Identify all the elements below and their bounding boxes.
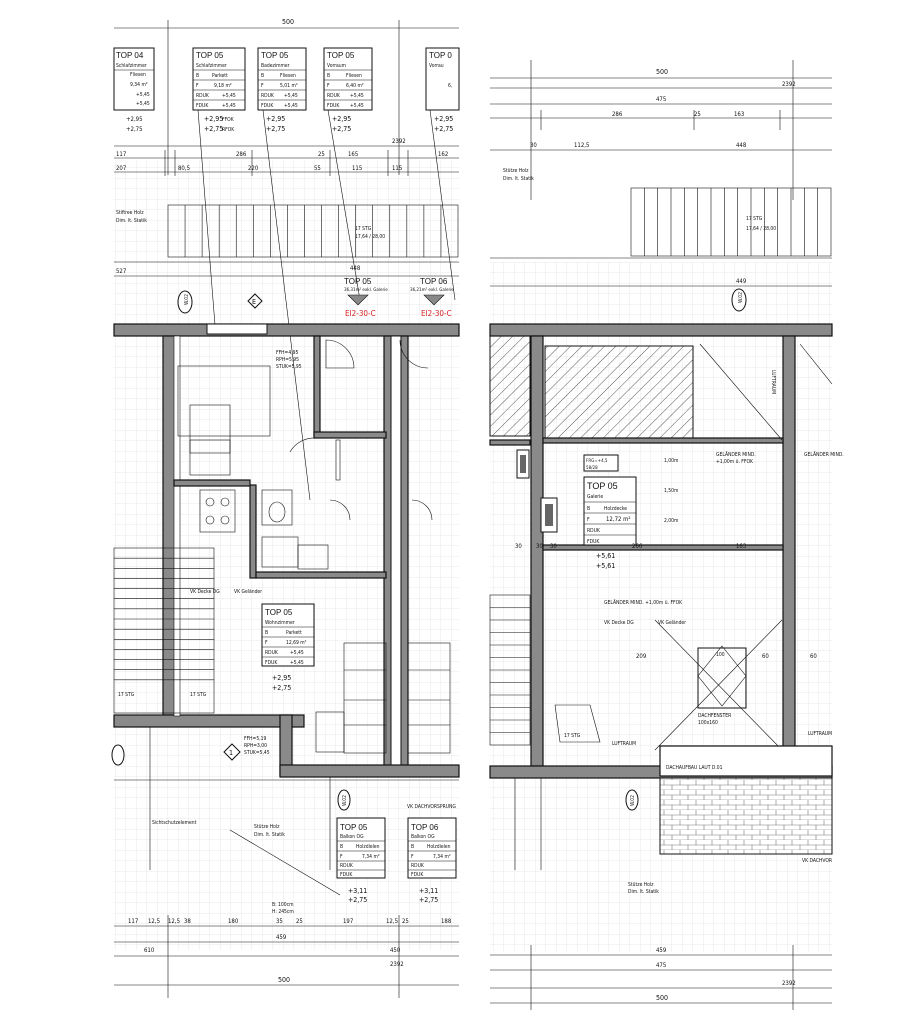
svg-text:527: 527 <box>116 268 127 275</box>
svg-text:+5,45: +5,45 <box>290 650 304 656</box>
svg-text:+2,75: +2,75 <box>348 896 368 904</box>
r-gelaender1b: +1,00m ü. FFOK <box>716 459 753 465</box>
svg-text:Holzdielen: Holzdielen <box>427 844 451 850</box>
right-plan <box>490 60 844 1010</box>
r-dim-163: 163 <box>734 111 745 118</box>
svg-text:W.02: W.02 <box>342 794 348 806</box>
svg-text:58/28: 58/28 <box>586 466 598 471</box>
dim-top-2: 286 <box>236 151 247 158</box>
height-stuk: STUK=5,95 <box>276 364 302 370</box>
r-note-statik: Dim. lt. Statik <box>628 889 659 895</box>
svg-text:12,72 m²: 12,72 m² <box>606 516 631 523</box>
svg-text:Vorrau: Vorrau <box>429 63 444 69</box>
r-dim-bottom-475: 475 <box>656 962 667 969</box>
dim-bottom-9: 12,5 <box>386 918 399 925</box>
note-vk-dachvorsprung: VK DACHVORSPRUNG <box>407 804 456 810</box>
dim-bottom-450: 450 <box>390 947 401 954</box>
svg-text:Holzdecke: Holzdecke <box>604 506 628 512</box>
svg-text:+5,45: +5,45 <box>222 103 236 109</box>
dim-top-4: 165 <box>348 151 359 158</box>
svg-text:FDUK: FDUK <box>196 103 209 109</box>
svg-text:+2,95: +2,95 <box>332 115 352 123</box>
svg-text:Schlafzimmer: Schlafzimmer <box>196 63 227 69</box>
svg-text:7,34 m²: 7,34 m² <box>433 854 451 860</box>
svg-text:Holzdielen: Holzdielen <box>356 844 380 850</box>
r-gelaender2: GELÄNDER MIND. +1,00m ü. FFOK <box>604 600 683 606</box>
svg-text:Badezimmer: Badezimmer <box>261 63 290 69</box>
svg-text:RDUK: RDUK <box>265 650 278 656</box>
svg-text:+2,95: +2,95 <box>272 674 292 682</box>
r-note-vk-dachvor: VK DACHVOR <box>802 858 832 864</box>
r-dim-448: 448 <box>736 142 747 149</box>
dim-top-5: 162 <box>438 151 449 158</box>
svg-text:448: 448 <box>350 265 361 272</box>
svg-text:FDUK: FDUK <box>327 103 340 109</box>
svg-text:+2,75: +2,75 <box>434 125 454 133</box>
room-stamp-top0-partial <box>426 48 459 133</box>
svg-text:Fliesen: Fliesen <box>130 72 146 78</box>
svg-text:+3,11: +3,11 <box>348 887 368 895</box>
svg-text:FDUK: FDUK <box>411 872 424 878</box>
r-dim-30: 30 <box>530 142 537 149</box>
note-sichtschutz: Sichtschutzelement <box>152 820 197 826</box>
svg-text:+5,45: +5,45 <box>350 93 364 99</box>
svg-text:100: 100 <box>716 652 725 658</box>
svg-text:+2,95: +2,95 <box>204 115 224 123</box>
svg-text:RDUK: RDUK <box>340 863 353 869</box>
svg-text:W.02: W.02 <box>630 794 636 806</box>
svg-text:Vorraum: Vorraum <box>327 63 347 69</box>
svg-text:+2,75: +2,75 <box>204 125 224 133</box>
svg-text:TOP 06: TOP 06 <box>420 277 448 286</box>
r-note-stuetze: Stütze Holz <box>628 882 654 888</box>
svg-text:+3,11: +3,11 <box>419 887 439 895</box>
r-gelaender1: GELÄNDER MIND. <box>716 452 756 458</box>
roof-brick-pattern <box>660 778 832 854</box>
svg-text:FFOK: FFOK <box>222 117 234 123</box>
svg-text:+2,75: +2,75 <box>272 684 292 692</box>
note-vk-gelaender: VK Geländer <box>234 589 263 595</box>
dim-top-3: 25 <box>318 151 325 158</box>
room-stamp-schlafzimmer <box>193 48 245 133</box>
svg-text:+5,45: +5,45 <box>350 103 364 109</box>
dim-top-6: 207 <box>116 165 127 172</box>
dim-sub-top: 2392 <box>392 138 406 145</box>
dim-bottom-1: 117 <box>128 918 139 925</box>
svg-text:F: F <box>587 517 590 523</box>
svg-text:RFOK: RFOK <box>222 127 235 133</box>
svg-text:TOP 05: TOP 05 <box>196 51 224 60</box>
svg-text:6,40 m²: 6,40 m² <box>346 83 364 89</box>
r-dim-209: 209 <box>636 653 647 660</box>
note-stuetze-holz: Stütze Holz <box>254 824 280 830</box>
svg-text:FDUK: FDUK <box>261 103 274 109</box>
dim-top-11: 115 <box>392 165 403 172</box>
dim-bottom-4: 38 <box>184 918 191 925</box>
r-note-vk-decke: VK Decke DG <box>604 620 634 626</box>
svg-text:B: B <box>587 506 591 512</box>
svg-text:F: F <box>265 640 268 646</box>
r-dim-in-3: 30 <box>550 543 557 550</box>
r-wall-tag-w02 <box>732 289 746 311</box>
dim-overall-top: 500 <box>282 18 295 26</box>
r-dim-in-266: 266 <box>632 543 643 550</box>
room-stamp-badezimmer <box>258 48 306 133</box>
svg-text:+5,61: +5,61 <box>596 562 616 570</box>
note-window-h: H: 245cm <box>272 909 294 915</box>
dim-bottom-8: 197 <box>343 918 354 925</box>
r-dim-286: 286 <box>612 111 623 118</box>
svg-text:E: E <box>252 298 256 306</box>
svg-text:17,64 / 28,00: 17,64 / 28,00 <box>746 226 777 232</box>
svg-text:TOP 05: TOP 05 <box>344 277 372 286</box>
svg-text:RDUK: RDUK <box>587 528 600 534</box>
r-dim-in-163: 163 <box>736 543 747 550</box>
svg-text:TOP 05: TOP 05 <box>265 608 293 617</box>
svg-text:36,21m² exkl. Galerie: 36,21m² exkl. Galerie <box>410 288 454 293</box>
svg-text:TOP 05: TOP 05 <box>340 823 368 832</box>
r-dim-bottom-459: 459 <box>656 947 667 954</box>
r-note-dachaufbau: DACHAUFBAU LAUT D.01 <box>666 765 723 771</box>
note-vk-decke-dg: VK Decke DG <box>190 589 220 595</box>
svg-text:17 STG: 17 STG <box>746 216 763 222</box>
dim-bottom-10: 25 <box>402 918 409 925</box>
r-note-luftraum-2: LUFTRAUM <box>612 741 636 747</box>
svg-text:Fliesen: Fliesen <box>346 73 362 79</box>
r-dim-in-2: 30 <box>536 543 543 550</box>
svg-text:B: B <box>261 73 265 79</box>
r-dim-25: 25 <box>694 111 701 118</box>
r-dim-sub-top: 2392 <box>782 81 796 88</box>
svg-text:F: F <box>327 83 330 89</box>
svg-text:Stiftree Holz: Stiftree Holz <box>116 210 144 216</box>
svg-text:+2,95: +2,95 <box>266 115 286 123</box>
r-statik: Dim. lt. Statik <box>503 176 534 182</box>
dim-bottom-610: 610 <box>144 947 155 954</box>
svg-text:+2,75: +2,75 <box>266 125 286 133</box>
note-stuk: STUK=5,45 <box>244 750 270 756</box>
room-stamp-top04 <box>114 48 154 133</box>
svg-text:Schlafzimmer: Schlafzimmer <box>116 63 147 69</box>
r-dim-bottom-overall: 500 <box>656 994 669 1002</box>
note-rph: RPH=3,00 <box>244 743 268 749</box>
dim-bottom-sub: 2392 <box>390 961 404 968</box>
svg-text:B: B <box>411 844 415 850</box>
svg-text:TOP 0: TOP 0 <box>429 51 452 60</box>
svg-text:+2,75: +2,75 <box>332 125 352 133</box>
svg-text:Wohnzimmer: Wohnzimmer <box>265 620 295 626</box>
dim-bottom-11: 188 <box>441 918 452 925</box>
svg-text:17 STG: 17 STG <box>564 733 581 739</box>
svg-text:36,31m² exkl. Galerie: 36,31m² exkl. Galerie <box>344 288 388 293</box>
dim-bottom-2: 12,5 <box>148 918 161 925</box>
svg-text:Fliesen: Fliesen <box>280 73 296 79</box>
svg-text:EI2-30-C: EI2-30-C <box>345 309 376 318</box>
svg-text:FDUK: FDUK <box>587 539 600 545</box>
svg-text:+5,45: +5,45 <box>284 93 298 99</box>
svg-text:+5,45: +5,45 <box>136 92 150 98</box>
note-window-b: B: 100cm <box>272 902 294 908</box>
svg-text:100x160: 100x160 <box>698 720 718 726</box>
room-stamp-vorraum <box>324 48 372 133</box>
dim-bottom-7: 25 <box>296 918 303 925</box>
svg-text:+5,61: +5,61 <box>596 552 616 560</box>
svg-text:7,34 m²: 7,34 m² <box>362 854 380 860</box>
svg-text:TOP 06: TOP 06 <box>411 823 439 832</box>
svg-text:RDUK: RDUK <box>327 93 340 99</box>
svg-text:17 STG: 17 STG <box>118 692 135 698</box>
svg-text:DACHFENSTER: DACHFENSTER <box>698 713 732 719</box>
r-note-luftraum-3: LUFTRAUM <box>808 731 832 737</box>
dim-bottom-5: 180 <box>228 918 239 925</box>
dim-bottom-3: 12,5 <box>168 918 181 925</box>
svg-text:5,01 m²: 5,01 m² <box>280 83 298 89</box>
svg-text:12,69 m²: 12,69 m² <box>286 640 307 646</box>
r-wall-tag-w02-lower <box>626 790 638 810</box>
wall-tag-w02 <box>178 291 192 313</box>
dim-bottom-6: 35 <box>276 918 283 925</box>
r-dim-15m: 1,50m <box>664 488 679 494</box>
svg-text:F: F <box>411 854 414 860</box>
height-ffh: FFH=4,95 <box>276 350 299 356</box>
svg-text:Parkett: Parkett <box>286 630 302 636</box>
r-dim-2m: 2,00m <box>664 518 679 524</box>
svg-text:F: F <box>196 83 199 89</box>
svg-text:+5,45: +5,45 <box>290 660 304 666</box>
svg-text:FRG=+4,5: FRG=+4,5 <box>586 459 608 464</box>
svg-text:17 STG: 17 STG <box>355 226 372 232</box>
svg-text:1: 1 <box>229 749 234 757</box>
svg-text:9,18 m²: 9,18 m² <box>214 83 232 89</box>
left-plan <box>112 18 459 998</box>
r-luftraum-1: LUFTRAUM <box>770 370 776 394</box>
stair-upper-right <box>631 188 831 256</box>
dim-top-1: 117 <box>116 151 127 158</box>
svg-text:17 STG: 17 STG <box>190 692 207 698</box>
svg-text:W.02: W.02 <box>184 293 190 305</box>
svg-text:TOP 05: TOP 05 <box>587 481 618 491</box>
r-dim-60b: 60 <box>810 653 817 660</box>
svg-text:RDUK: RDUK <box>196 93 209 99</box>
dim-bottom-overall: 500 <box>278 976 291 984</box>
svg-text:B: B <box>265 630 269 636</box>
r-frame-tag <box>584 455 618 471</box>
svg-text:TOP 04: TOP 04 <box>116 51 144 60</box>
svg-text:RDUK: RDUK <box>411 863 424 869</box>
svg-text:F: F <box>261 83 264 89</box>
svg-text:B: B <box>340 844 344 850</box>
svg-text:W.02: W.02 <box>738 291 744 303</box>
dim-top-10: 115 <box>352 165 363 172</box>
svg-text:B: B <box>327 73 331 79</box>
svg-text:+5,45: +5,45 <box>222 93 236 99</box>
r-dim-1125: 112,5 <box>574 142 590 149</box>
svg-text:+2,95: +2,95 <box>434 115 454 123</box>
svg-text:FDUK: FDUK <box>265 660 278 666</box>
svg-text:+5,45: +5,45 <box>136 101 150 107</box>
r-dim-60a: 60 <box>762 653 769 660</box>
height-rph: RPH=5,95 <box>276 357 300 363</box>
svg-text:B: B <box>196 73 200 79</box>
svg-text:EI2-30-C: EI2-30-C <box>421 309 452 318</box>
r-gelaender1-right: GELÄNDER MIND. <box>804 452 844 458</box>
svg-text:Dim. lt. Statik: Dim. lt. Statik <box>116 218 147 224</box>
svg-text:Parkett: Parkett <box>212 73 228 79</box>
svg-text:+2,95: +2,95 <box>126 116 143 123</box>
r-dim-1m: 1,00m <box>664 458 679 464</box>
svg-text:FDUK: FDUK <box>340 872 353 878</box>
r-dim-in-1: 30 <box>515 543 522 550</box>
dim-top-8: 220 <box>248 165 259 172</box>
note-ffh: FFH=5,19 <box>244 736 267 742</box>
svg-text:TOP 05: TOP 05 <box>261 51 289 60</box>
svg-text:9,34 m²: 9,34 m² <box>130 82 148 88</box>
svg-text:TOP 05: TOP 05 <box>327 51 355 60</box>
svg-text:6,: 6, <box>448 83 453 89</box>
dim-top-7: 80,5 <box>178 165 191 172</box>
svg-text:RDUK: RDUK <box>261 93 274 99</box>
r-dim-bottom-sub: 2392 <box>782 980 796 987</box>
note-dim-statik: Dim. lt. Statik <box>254 832 285 838</box>
dim-top-9: 55 <box>314 165 321 172</box>
svg-text:+2,75: +2,75 <box>419 896 439 904</box>
r-dim-449: 449 <box>736 278 747 285</box>
svg-text:Galerie: Galerie <box>587 494 604 500</box>
r-dim-overall-top: 500 <box>656 68 669 76</box>
svg-text:Balkon OG: Balkon OG <box>411 834 435 840</box>
r-dim-475: 475 <box>656 96 667 103</box>
r-stuetze: Stütze Holz <box>503 168 529 174</box>
svg-text:F: F <box>340 854 343 860</box>
dim-bottom-459: 459 <box>276 934 287 941</box>
r-note-vk-gelaender: VK Geländer <box>658 620 687 626</box>
svg-text:Balkon OG: Balkon OG <box>340 834 364 840</box>
svg-text:+2,75: +2,75 <box>126 126 143 133</box>
svg-text:17,64 / 28,00: 17,64 / 28,00 <box>355 234 386 240</box>
svg-text:+5,45: +5,45 <box>284 103 298 109</box>
